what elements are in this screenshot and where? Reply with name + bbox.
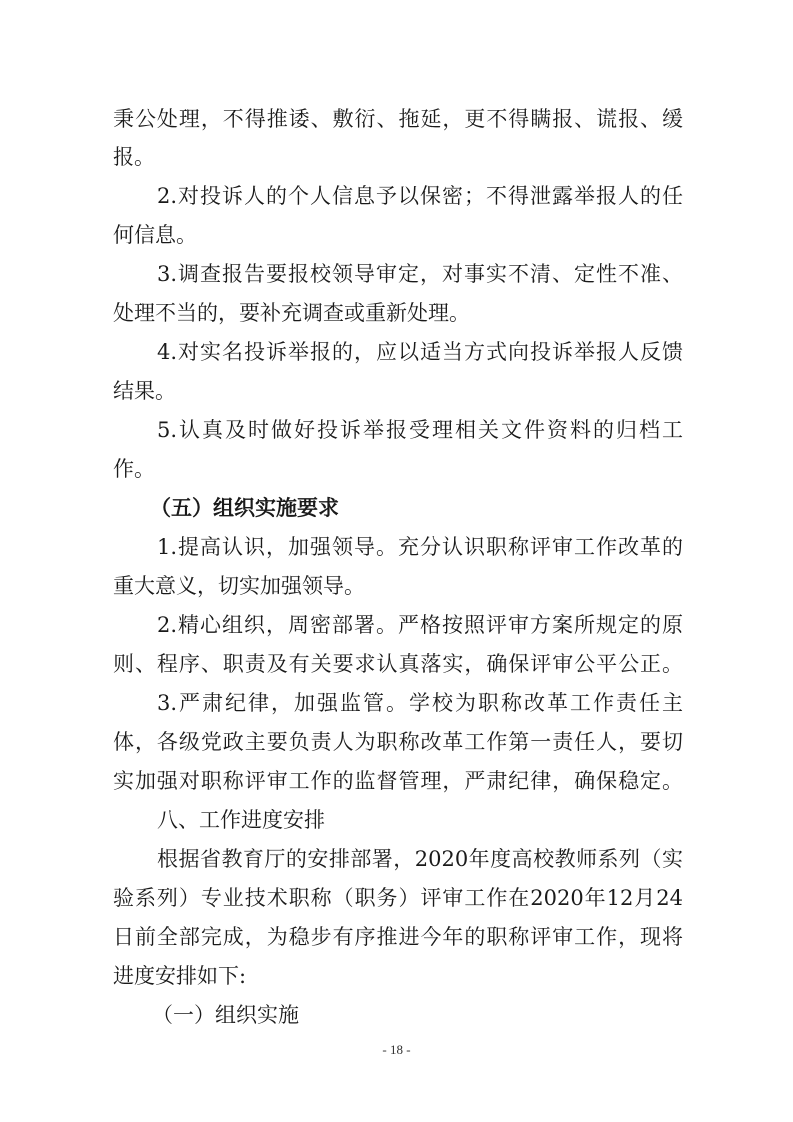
page-number: - 18 -: [382, 1042, 411, 1057]
body-text-line: 结果。: [113, 379, 176, 403]
body-text-line: 体，各级党政主要负责人为职称改革工作第一责任人，要切: [113, 730, 683, 754]
body-text-line: 作。: [113, 457, 155, 481]
body-text-line: 2.精心组织，周密部署。严格按照评审方案所规定的原: [157, 613, 683, 637]
body-text-line: 验系列）专业技术职称（职务）评审工作在2020年12月24: [113, 886, 683, 910]
section-heading: （五）组织实施要求: [150, 495, 339, 520]
body-text-line: 3.严肃纪律，加强监管。学校为职称改革工作责任主: [157, 691, 683, 715]
body-text-line: 日前全部完成，为稳步有序推进今年的职称评审工作，现将: [113, 925, 683, 949]
body-text-line: 4.对实名投诉举报的，应以适当方式向投诉举报人反馈: [157, 340, 683, 364]
body-text-line: 1.提高认识，加强领导。充分认识职称评审工作改革的: [157, 535, 683, 559]
body-text-line: 3.调查报告要报校领导审定，对事实不清、定性不准、: [157, 262, 683, 286]
chapter-heading: 八、工作进度安排: [157, 808, 325, 832]
body-text-line: 2.对投诉人的个人信息予以保密；不得泄露举报人的任: [157, 184, 683, 208]
body-text-line: 根据省教育厅的安排部署，2020年度高校教师系列（实: [157, 847, 683, 871]
body-text-line: 秉公处理，不得推诿、敷衍、拖延，更不得瞒报、谎报、缓: [113, 107, 683, 131]
subsection-heading: （一）组织实施: [152, 1003, 299, 1027]
body-text-line: 报。: [113, 145, 155, 169]
body-text-line: 重大意义，切实加强领导。: [113, 574, 365, 598]
body-text-line: 则、程序、职责及有关要求认真落实，确保评审公平公正。: [113, 652, 683, 676]
body-text-line: 何信息。: [113, 223, 197, 247]
body-text-line: 实加强对职称评审工作的监督管理，严肃纪律，确保稳定。: [113, 769, 683, 793]
body-text-line: 5.认真及时做好投诉举报受理相关文件资料的归档工: [157, 418, 683, 442]
body-text-line: 处理不当的，要补充调查或重新处理。: [113, 301, 470, 325]
body-text-line: 进度安排如下:: [113, 964, 247, 988]
